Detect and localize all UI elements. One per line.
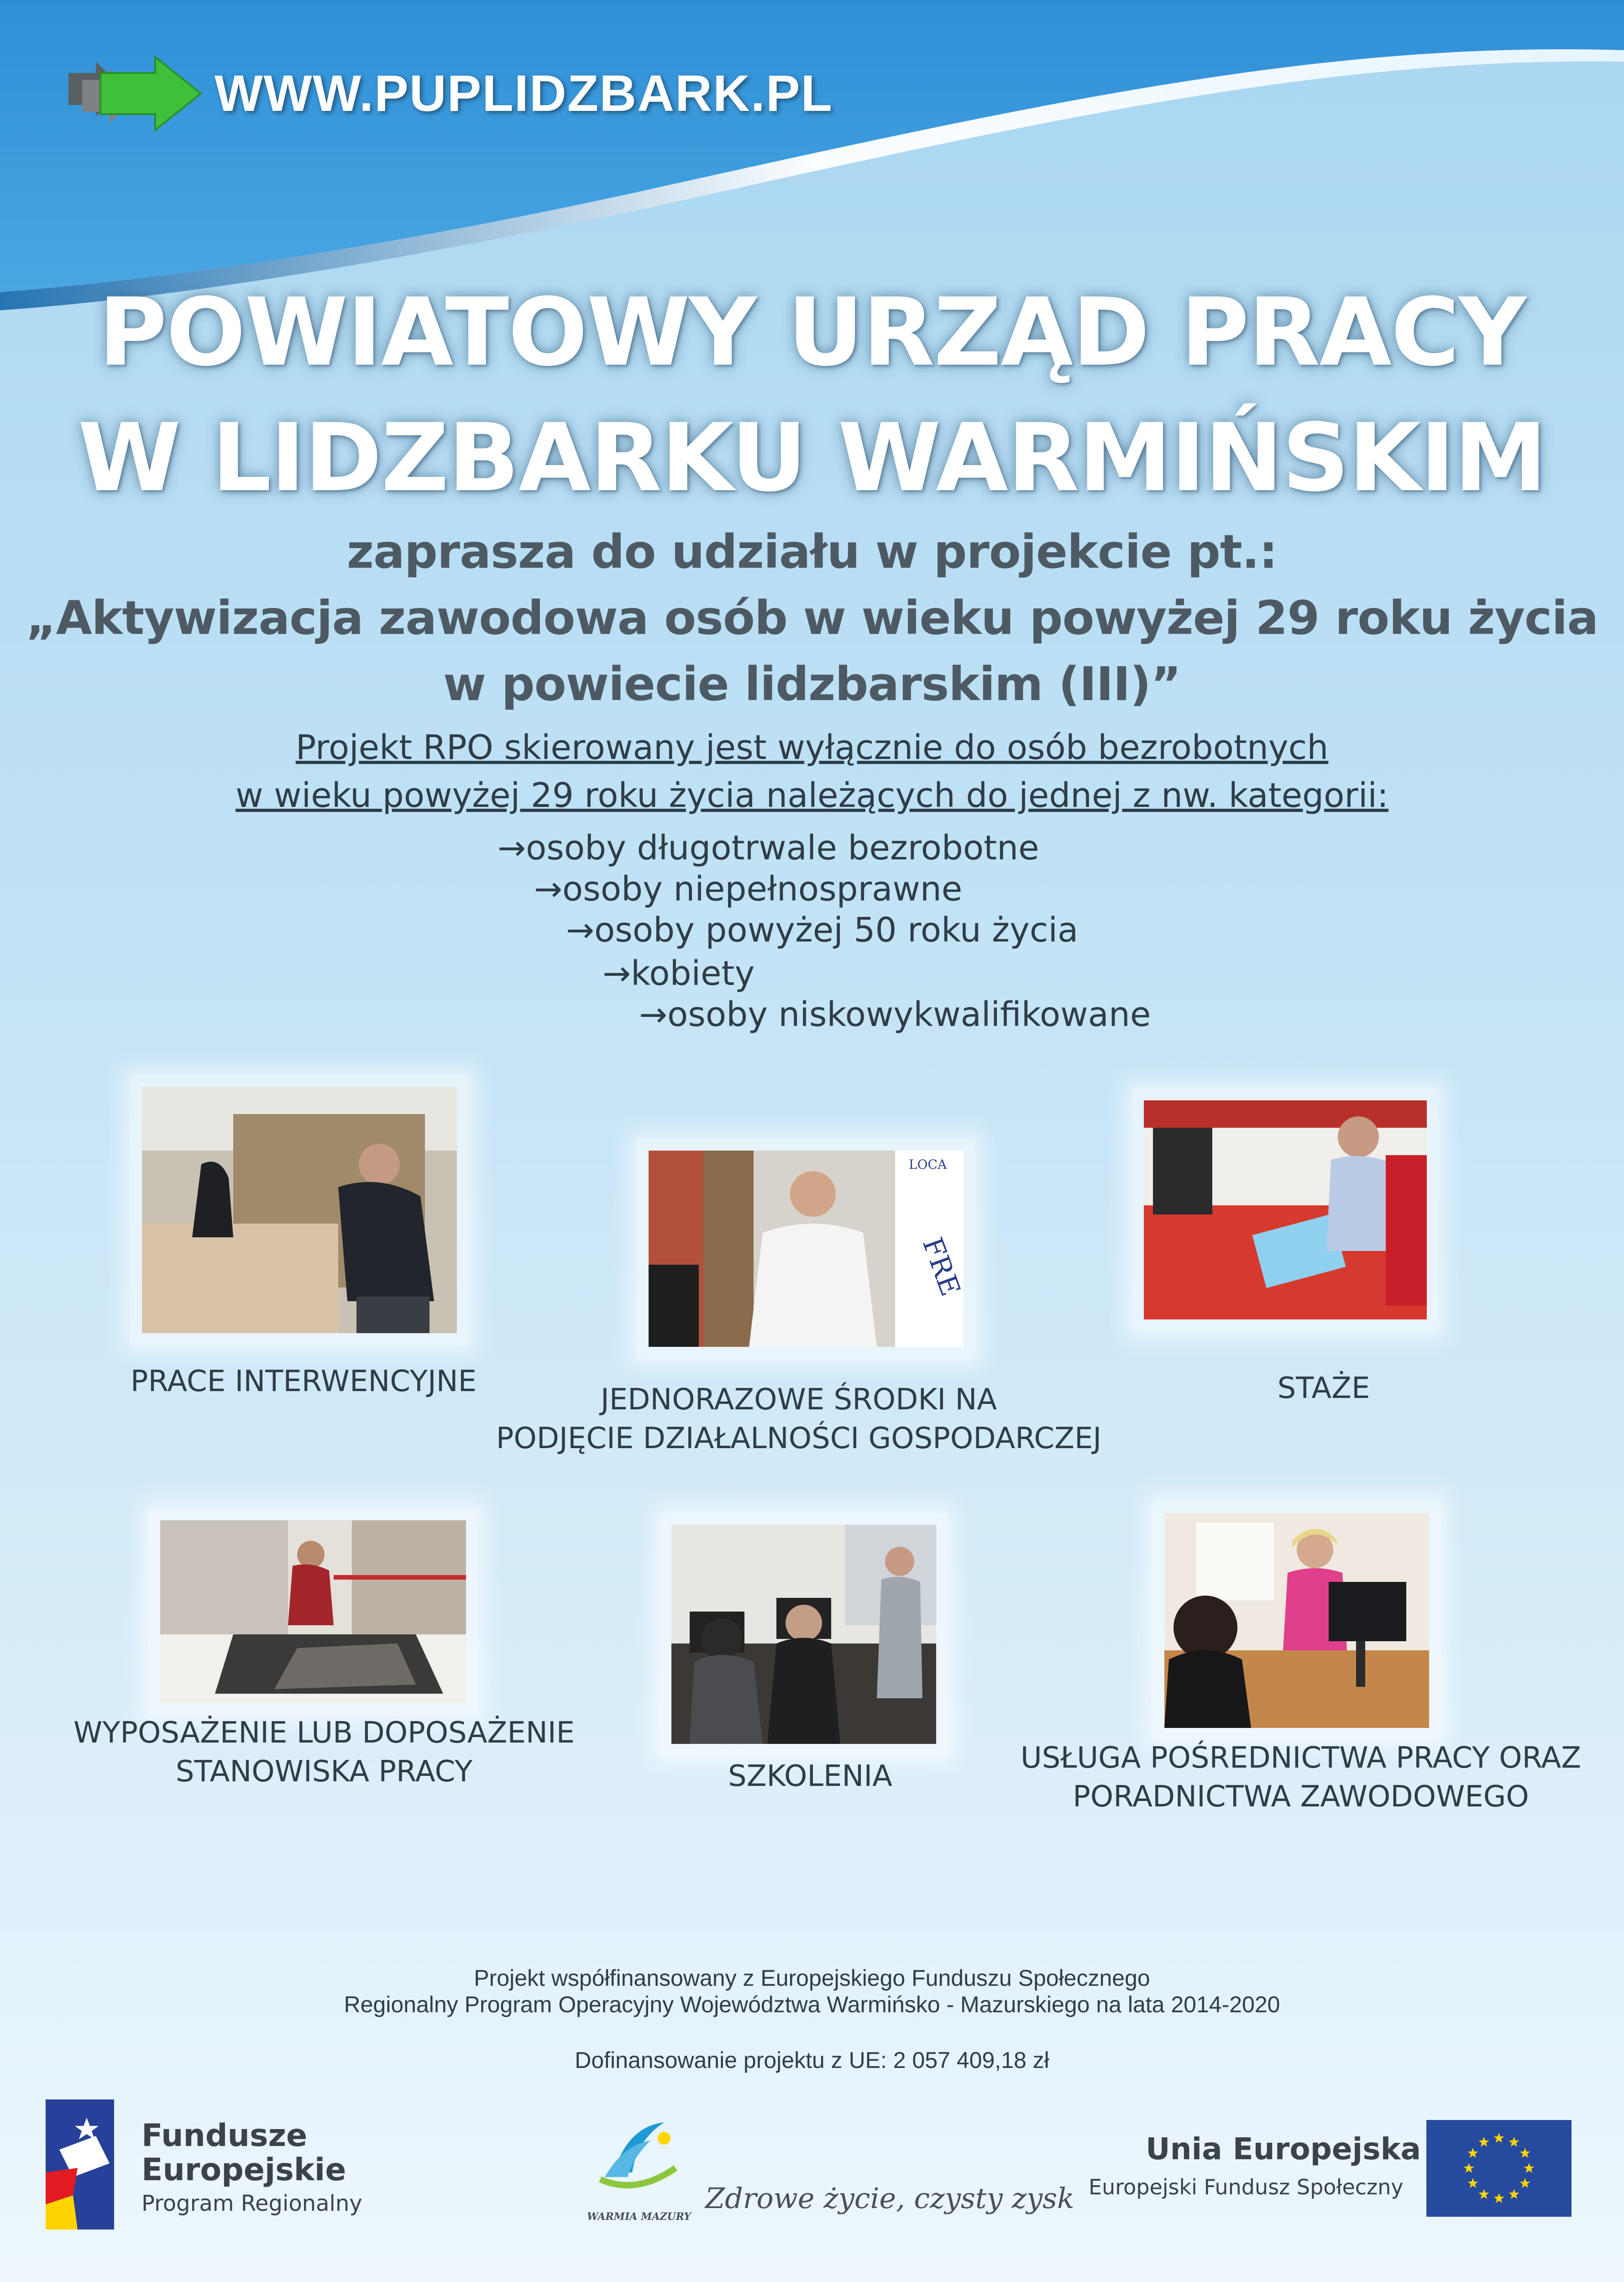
svg-text:FRE: FRE xyxy=(916,1233,967,1300)
category-item: →osoby powyżej 50 roku życia xyxy=(566,911,1079,950)
photo-training xyxy=(660,1513,948,1756)
website-url[interactable]: WWW.PUPLIDZBARK.PL xyxy=(215,65,833,122)
category-item: →osoby niskowykwalifikowane xyxy=(639,995,1151,1034)
caption-internship: STAŻE xyxy=(1277,1371,1370,1405)
arrow-logo-icon xyxy=(64,55,210,132)
title-line-2: W LIDZBARKU WARMIŃSKIM xyxy=(78,404,1546,513)
caption-training: SZKOLENIA xyxy=(728,1759,892,1793)
photo-workplace-equipment xyxy=(148,1508,478,1715)
caption-intervention-work: PRACE INTERWENCYJNE xyxy=(130,1365,477,1398)
warmia-mazury-wordmark xyxy=(587,2209,692,2236)
invite-line-3: w powiecie lidzbarskim (III)” xyxy=(443,657,1181,712)
slogan-text: Zdrowe życie, czysty zysk xyxy=(705,2182,1074,2215)
photo-internship xyxy=(1132,1089,1439,1331)
caption-job-counseling: USŁUGA POŚREDNICTWA PRACY ORAZ PORADNICTWA ZAWODOWEGO xyxy=(1020,1741,1582,1814)
title-line-1: POWIATOWY URZĄD PRACY xyxy=(98,278,1526,387)
fundusze-europejskie-icon xyxy=(46,2099,114,2230)
invite-line-2: „Aktywizacja zawodowa osób w wieku powyżej 29 roku życia xyxy=(26,591,1598,645)
footer-cofinance-line-2: Regionalny Program Operacyjny Województwa Warmińsko - Mazurskiego na lata 2014-2020 xyxy=(344,1992,1280,2017)
footer-funding-amount: Dofinansowanie projektu z UE: 2 057 409,18 zł xyxy=(575,2047,1049,2073)
photo-business-startup xyxy=(637,1139,975,1359)
category-item: →kobiety xyxy=(602,954,755,993)
target-line-2: w wieku powyżej 29 roku życia należących do jednej z nw. kategorii: xyxy=(236,776,1388,815)
svg-text:WARMIA MAZURY: WARMIA MAZURY xyxy=(587,2211,692,2223)
category-item: →osoby niepełnosprawne xyxy=(534,869,963,909)
eu-flag-icon xyxy=(1426,2120,1572,2217)
invite-line-1: zaprasza do udziału w projekcie pt.: xyxy=(346,525,1278,579)
photo-intervention-work xyxy=(130,1075,469,1345)
footer-cofinance-line-1: Projekt współfinansowany z Europejskiego Funduszu Społecznego xyxy=(474,1965,1150,1991)
fe-logo-line-2: Europejskie xyxy=(141,2152,346,2188)
warmia-mazury-logo-icon xyxy=(596,2118,682,2214)
category-item: →osoby długotrwale bezrobotne xyxy=(498,828,1039,868)
caption-business-startup: JEDNORAZOWE ŚRODKI NA PODJĘCIE DZIAŁALNOŚCI GOSPODARCZEJ xyxy=(496,1383,1102,1456)
photo-job-counseling xyxy=(1153,1502,1441,1740)
ue-logo-line-1: Unia Europejska xyxy=(1146,2131,1421,2167)
fe-logo-line-3: Program Regionalny xyxy=(141,2191,362,2216)
caption-workplace-equipment: WYPOSAŻENIE LUB DOPOSAŻENIE STANOWISKA PRACY xyxy=(73,1716,575,1789)
fe-logo-line-1: Fundusze xyxy=(141,2118,308,2154)
ue-logo-line-2: Europejski Fundusz Społeczny xyxy=(1089,2175,1404,2199)
target-line-1: Projekt RPO skierowany jest wyłącznie do osób bezrobotnych xyxy=(295,728,1329,767)
svg-text:LOCA: LOCA xyxy=(909,1157,947,1172)
